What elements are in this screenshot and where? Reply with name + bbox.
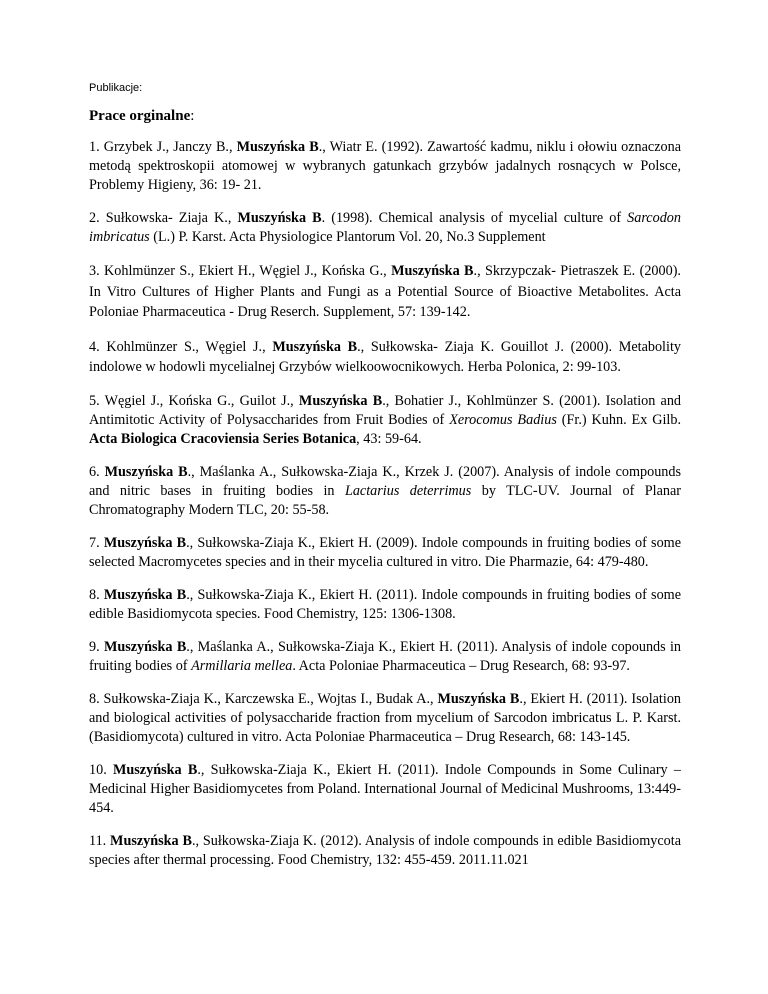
publication-entry	[89, 138, 681, 195]
citation-text: ., Sułkowska-Ziaja K., Ekiert H. (2011). Indole compounds in fruiting bodies of some edible Basidiomycota species. Food Chemistry, 125: 1306-1308.	[89, 586, 682, 622]
author-highlight: Muszyńska B	[110, 832, 192, 849]
publication-entry	[89, 261, 681, 323]
citation-text: ., Sułkowska-Ziaja K., Ekiert H. (2011). Indole Compounds in Some Culinary – Medicinal Higher Basidiomycetes from Poland. International Journal of Medicinal Mushrooms, 13:449-454.	[89, 761, 682, 816]
citation-text: (Fr.) Kuhn. Ex Gilb.	[556, 411, 682, 428]
citation-text: 9.	[89, 638, 104, 655]
publication-entry	[89, 534, 681, 572]
author-highlight: Muszyńska B	[237, 210, 322, 226]
publication-entry	[89, 638, 681, 676]
author-highlight: Muszyńska B	[272, 338, 358, 355]
author-highlight: Muszyńska B	[103, 534, 187, 551]
publication-entry	[89, 586, 681, 624]
citation-text: ., Sułkowska-Ziaja K. (2012). Analysis of indole compounds in edible Basidiomycota species after thermal processing. Food Chemistry, 132: 455-459. 2011.11.021	[89, 832, 681, 868]
citation-text: ., Maślanka A., Sułkowska-Ziaja K., Ekiert H. (2011). Analysis of indole copounds in fruiting bodies of	[89, 638, 681, 674]
publication-entry	[89, 392, 681, 449]
citation-text: (L.) P. Karst. Acta Physiologice Plantorum Vol. 20, No.3 Supplement	[149, 229, 546, 245]
publication-entry	[89, 463, 681, 520]
author-highlight: Muszyńska B	[298, 392, 383, 409]
section-title-colon: :	[190, 108, 195, 124]
author-highlight: Muszyńska B	[437, 690, 520, 707]
citation-text: ., Sułkowska-Ziaja K., Ekiert H. (2009). Indole compounds in fruiting bodies of some selected Macromycetes species and in their mycelia cultured in vitro. Die Pharmazie, 64: 479-480.	[89, 534, 681, 570]
document-page	[89, 82, 681, 884]
citation-text: 7.	[89, 534, 104, 551]
citation-text: 8.	[89, 586, 104, 603]
species-name: Lactarius deterrimus	[344, 482, 472, 499]
citation-text: 10.	[89, 761, 113, 778]
page-header: Publikacje:	[89, 82, 143, 94]
citation-text: 6.	[89, 463, 105, 480]
species-name: Xerocomus Badius	[449, 411, 557, 428]
author-highlight: Muszyńska B	[104, 463, 188, 480]
publication-list	[89, 138, 681, 870]
citation-text: ., Bohatier J., Kohlmünzer S. (2001). Isolation and Antimitotic Activity of Polysaccharides from Fruit Bodies of	[89, 392, 682, 428]
publication-entry	[89, 337, 681, 378]
section-title: Prace orginalne	[89, 108, 191, 124]
species-name: Sarcodon imbricatus	[89, 210, 681, 245]
author-highlight: Muszyńska B	[103, 638, 187, 655]
citation-text: ., Skrzypczak- Pietraszek E. (2000). In Vitro Cultures of Higher Plants and Fungi as a Potential Source of Bioactive Metabolites. Acta Poloniae Pharmaceutica - Drug Reserch. Supplement, 57: 139-142.	[89, 263, 681, 320]
author-highlight: Muszyńska B	[113, 761, 198, 778]
publication-entry	[89, 832, 681, 870]
publication-entry	[89, 761, 681, 818]
citation-text: by TLC-UV. Journal of Planar Chromatography Modern TLC, 20: 55-58.	[89, 482, 681, 518]
citation-text: 5. Węgiel J., Końska G., Guilot J.,	[89, 392, 299, 409]
citation-text: 8. Sułkowska-Ziaja K., Karczewska E., Wojtas I., Budak A.,	[89, 690, 438, 707]
author-highlight: Muszyńska B	[103, 586, 187, 603]
citation-text: 2. Sułkowska- Ziaja K.,	[89, 210, 238, 226]
author-highlight: Muszyńska B	[236, 139, 319, 155]
citation-text: , 43: 59-64.	[356, 430, 422, 447]
citation-text: . Acta Poloniae Pharmaceutica – Drug Research, 68: 93-97.	[292, 657, 630, 674]
citation-text: ., Wiatr E. (1992). Zawartość kadmu, niklu i ołowiu oznaczona metodą spektroskopii atomowej w wybranych gatunkach grzybów jadalnych rosnących w Polsce, Problemy Higieny, 36: 19- 21.	[89, 139, 681, 193]
publication-entry	[89, 690, 681, 747]
section-heading	[89, 108, 681, 125]
citation-text: ., Sułkowska- Ziaja K. Gouillot J. (2000). Metabolity indolowe w hodowli mycelialnej Grzybów wielkoowocnikowych. Herba Polonica, 2: 99-103.	[89, 338, 681, 375]
citation-text: ., Ekiert H. (2011). Isolation and biological activities of polysaccharide fraction from mycelium of Sarcodon imbricatus L. P. Karst. (Basidiomycota) cultured in vitro. Acta Poloniae Pharmaceutica – Drug Research, 68: 143-145.	[89, 690, 682, 745]
author-highlight: Muszyńska B	[391, 263, 474, 279]
publication-entry	[89, 209, 681, 247]
author-highlight: Acta Biologica Cracoviensia Series Botanica	[89, 430, 357, 447]
citation-text: . (1998). Chemical analysis of mycelial culture of	[321, 210, 628, 226]
species-name: Armillaria mellea	[191, 657, 293, 674]
citation-text: 3. Kohlmünzer S., Ekiert H., Węgiel J., Końska G.,	[89, 263, 392, 279]
citation-text: 1. Grzybek J., Janczy B.,	[89, 139, 237, 155]
citation-text: 4. Kohlmünzer S., Węgiel J.,	[89, 338, 273, 355]
citation-text: 11.	[89, 832, 111, 849]
citation-text: ., Maślanka A., Sułkowska-Ziaja K., Krzek J. (2007). Analysis of indole compounds and nitric bases in fruiting bodies in	[89, 463, 682, 499]
